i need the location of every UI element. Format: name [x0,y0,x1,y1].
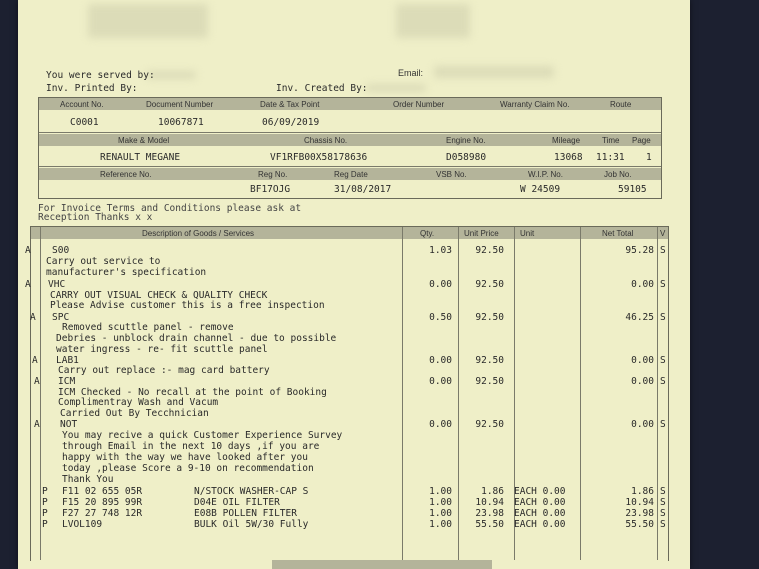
label-document-number: Document Number [146,100,214,109]
item-code: SPC [52,312,70,323]
col-divider [40,227,41,560]
item-price: 92.50 [475,245,504,256]
part-vat: S [660,508,666,519]
item-desc-line: Carry out service to [46,256,161,267]
date-tax-point-value: 06/09/2019 [262,117,320,128]
col-divider [657,227,658,560]
item-total: 0.00 [631,419,654,430]
item-qty: 0.00 [429,376,452,387]
item-code: LAB1 [56,355,79,366]
item-desc-line: manufacturer's specification [46,267,207,278]
item-qty: 0.00 [429,279,452,290]
part-total: 10.94 [625,497,654,508]
label-engine-no: Engine No. [446,136,486,145]
part-vat: S [660,486,666,497]
item-desc-line: CARRY OUT VISUAL CHECK & QUALITY CHECK [50,290,268,301]
item-desc-line: Carried Out By Tecchnician [60,408,209,419]
item-price: 92.50 [475,419,504,430]
part-qty: 1.00 [429,486,452,497]
item-desc-line: water ingress - re- fit scuttle panel [56,344,268,355]
item-desc-line: Complimentray Wash and Vacum [58,397,219,408]
item-desc-line: Thank You [62,474,114,485]
col-unit-price: Unit Price [464,229,499,238]
part-vat: S [660,519,666,530]
item-qty: 1.03 [429,245,452,256]
item-vat: S [660,245,666,256]
item-desc-line: Removed scuttle panel - remove [62,322,234,333]
printed-by-label: Inv. Printed By: [46,83,138,94]
part-unit: EACH 0.00 [514,486,566,497]
grid-divider [39,166,661,167]
item-total: 0.00 [631,376,654,387]
part-total: 23.98 [625,508,654,519]
item-code: ICM [58,376,76,387]
label-account-no: Account No. [60,100,104,109]
served-by-label: You were served by: [46,70,155,81]
label-page: Page [632,136,651,145]
col-divider [580,227,581,560]
part-vat: S [660,497,666,508]
item-vat: S [660,419,666,430]
part-total: 1.86 [631,486,654,497]
part-unit: EACH 0.00 [514,519,566,530]
item-qty: 0.50 [429,312,452,323]
col-unit: Unit [520,229,535,238]
col-net-total: Net Total [602,229,634,238]
redacted-email [434,66,554,78]
item-code: S00 [52,245,70,256]
label-job-no: Job No. [604,170,632,179]
engine-no-value: D058980 [446,152,487,163]
part-price: 23.98 [475,508,504,519]
item-price: 92.50 [475,355,504,366]
item-price: 92.50 [475,376,504,387]
col-description: Description of Goods / Services [142,229,255,238]
part-qty: 1.00 [429,519,452,530]
time-value: 11:31 [596,152,625,163]
item-code: NOT [60,419,78,430]
item-code: VHC [48,279,66,290]
redacted-logo [88,4,208,38]
created-by-label: Inv. Created By: [276,83,368,94]
item-flag: A [34,419,40,430]
part-price: 55.50 [475,519,504,530]
item-vat: S [660,376,666,387]
terms-line-2: Reception Thanks x x [38,212,153,223]
label-reg-no: Reg No. [258,170,288,179]
item-desc-line: Please Advise customer this is a free inspection [50,300,325,311]
part-price: 1.86 [481,486,504,497]
part-price: 10.94 [475,497,504,508]
totals-bar-cut-off [272,560,492,569]
item-desc-line: today ,please Score a 9-10 on recommendation [62,463,314,474]
item-desc-line: Carry out replace :- mag card battery [58,365,270,376]
item-flag: A [30,312,36,323]
part-qty: 1.00 [429,508,452,519]
part-flag: P [42,497,48,508]
item-desc-line: through Email in the next 10 days ,if you are [62,441,320,452]
terms-line-1: For Invoice Terms and Conditions please ask at [38,203,302,214]
item-total: 0.00 [631,355,654,366]
part-flag: P [42,519,48,530]
label-order-number: Order Number [393,100,445,109]
label-time: Time [602,136,620,145]
item-flag: A [32,355,38,366]
label-vsb-no: VSB No. [436,170,467,179]
make-model-value: RENAULT MEGANE [100,152,181,163]
item-flag: A [25,279,31,290]
part-total: 55.50 [625,519,654,530]
item-total: 0.00 [631,279,654,290]
part-desc: D04E OIL FILTER [194,497,280,508]
item-vat: S [660,355,666,366]
item-price: 92.50 [475,279,504,290]
item-desc-line: Debries - unblock drain channel - due to possible [56,333,337,344]
part-flag: P [42,508,48,519]
label-reference-no: Reference No. [100,170,152,179]
redacted-creator [366,84,426,92]
item-desc-line: ICM Checked - No recall at the point of Booking [58,387,327,398]
item-vat: S [660,312,666,323]
col-vat: V [660,229,666,238]
part-unit: EACH 0.00 [514,508,566,519]
item-desc-line: You may recive a quick Customer Experience Survey [62,430,343,441]
part-flag: P [42,486,48,497]
mileage-value: 13068 [554,152,583,163]
job-no-value: 59105 [618,184,647,195]
col-qty: Qty. [420,229,435,238]
item-desc-line: happy with the way we have looked after you [62,452,308,463]
label-wip-no: W.I.P. No. [528,170,563,179]
items-header-bar [31,227,668,239]
page-value: 1 [646,152,652,163]
item-vat: S [660,279,666,290]
document-number-value: 10067871 [158,117,204,128]
item-qty: 0.00 [429,355,452,366]
grid-divider [39,132,661,133]
item-price: 92.50 [475,312,504,323]
item-qty: 0.00 [429,419,452,430]
item-flag: A [25,245,31,256]
part-code: F15 20 895 99R [62,497,143,508]
label-date-tax-point: Date & Tax Point [260,100,320,109]
item-flag: A [34,376,40,387]
invoice-paper [18,0,690,569]
label-chassis-no: Chassis No. [304,136,348,145]
part-code: F27 27 748 12R [62,508,143,519]
item-total: 46.25 [625,312,654,323]
redacted-address [396,4,470,38]
label-route: Route [610,100,632,109]
item-total: 95.28 [625,245,654,256]
account-no-value: C0001 [70,117,99,128]
chassis-no-value: VF1RFB00X58178636 [270,152,368,163]
part-code: LVOL109 [62,519,103,530]
wip-no-value: W 24509 [520,184,561,195]
part-qty: 1.00 [429,497,452,508]
part-desc: E08B POLLEN FILTER [194,508,297,519]
part-unit: EACH 0.00 [514,497,566,508]
label-reg-date: Reg Date [334,170,368,179]
reg-no-value: BF17OJG [250,184,291,195]
label-warranty-claim: Warranty Claim No. [500,100,570,109]
part-desc: N/STOCK WASHER-CAP S [194,486,309,497]
reg-date-value: 31/08/2017 [334,184,392,195]
label-make-model: Make & Model [118,136,170,145]
label-mileage: Mileage [552,136,581,145]
part-code: F11 02 655 05R [62,486,143,497]
part-desc: BULK Oil 5W/30 Fully [194,519,309,530]
email-label: Email: [398,68,424,78]
